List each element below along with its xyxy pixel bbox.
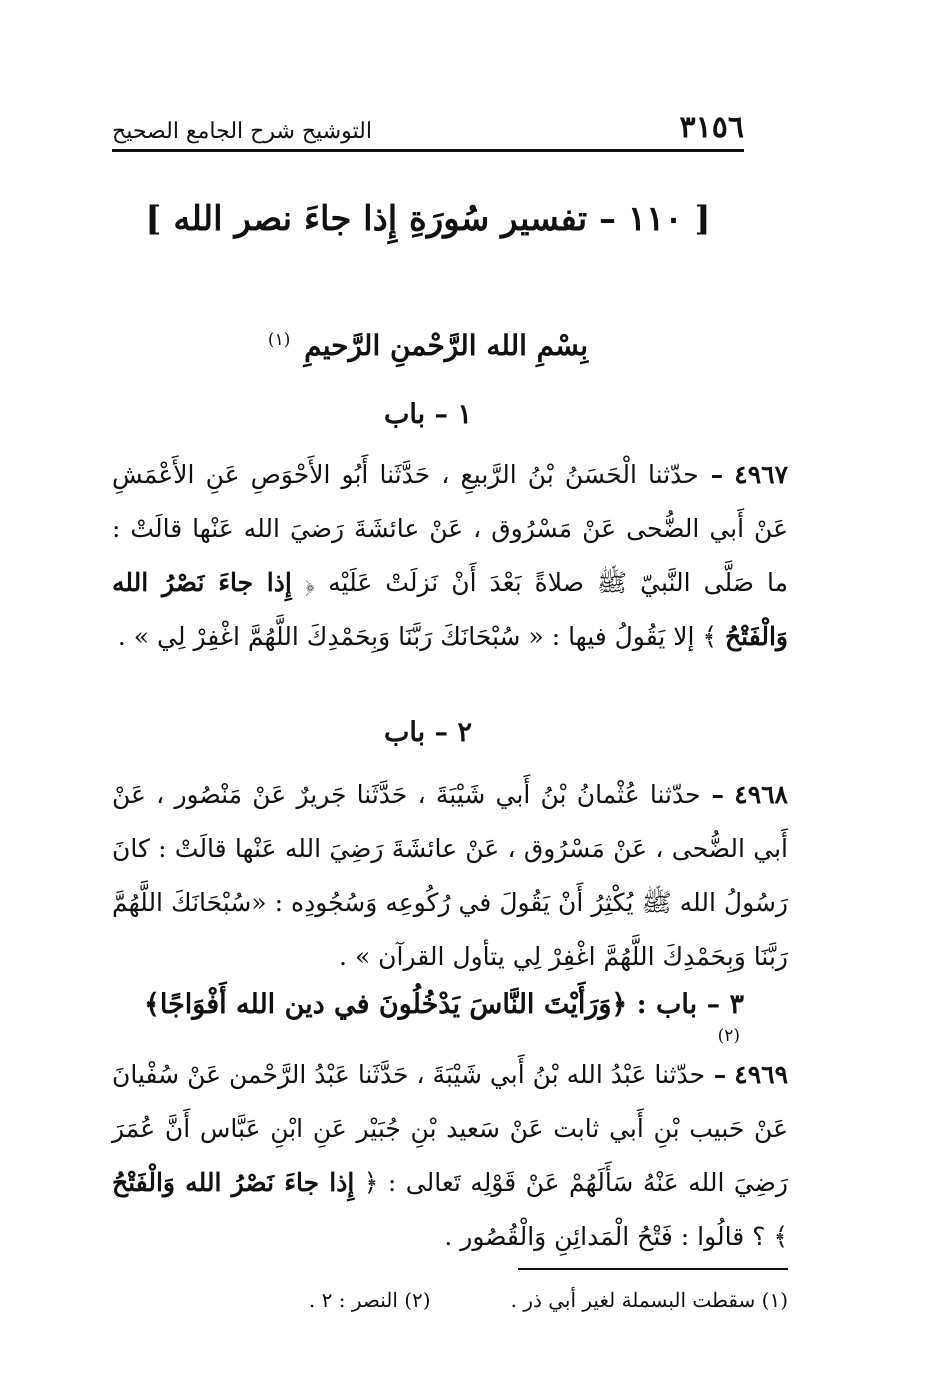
quran-verse: إِذا جاءَ نَصْرُ الله وَالْفَتْحُ: [112, 568, 788, 651]
hadith-dash: –: [700, 780, 725, 809]
footnote: (٢) النصر : ٢ .: [308, 1288, 431, 1312]
section-heading-text: ٣ – باب : ﴿وَرَأَيْتَ النَّاسَ يَدْخُلُونَ في دين الله أَفْوَاجًا﴾: [144, 989, 744, 1020]
running-header: [112, 96, 744, 152]
book-title: التوشيح شرح الجامع الصحيح: [112, 119, 372, 144]
quran-verse: إِذا جاءَ نَصْرُ الله وَالْفَتْحُ: [112, 1168, 355, 1197]
hadith-paragraph: [112, 448, 788, 664]
hadith-paragraph: [112, 1048, 788, 1264]
hadith-text-end: ﴾ إلا يَقُولُ فيها : « سُبْحَانَكَ رَبَّنَا وَبِحَمْدِكَ اللَّهُمَّ اغْفِرْ لِي » .: [117, 622, 718, 651]
chapter-title: [ ١١٠ – تفسير سُورَةِ إِذا جاءَ نصر الله ]: [145, 199, 711, 239]
basmala-text: بِسْمِ الله الرَّحْمنِ الرَّحيمِ: [304, 329, 589, 362]
hadith-text: حدّثنا عَبْدُ الله بْنُ أَبي شَيْبَةَ ، حَدَّثَنا عَبْدُ الرَّحْمن عَنْ سُفْيانَ عَنْ حَبيب بْنِ أَبي ثابت عَنْ سَعيد بْنِ جُبَيْر عَنِ ابْنِ عَبَّاس أَنَّ عُمَرَ رَضِيَ الله عَنْهُ سَأَلَهُمْ عَنْ قَوْلِه تَعالى : ﴿: [112, 1060, 788, 1197]
hadith-dash: –: [698, 460, 724, 489]
hadith-number: ٤٩٦٧: [734, 460, 788, 489]
section-heading: ١ – باب: [384, 399, 472, 430]
hadith-text-end: ﴾ ؟ قالُوا : فَتْحُ الْمَدائِنِ وَالْقُصُور .: [444, 1222, 788, 1251]
page-number: ٣١٥٦: [679, 110, 744, 145]
hadith-number: ٤٩٦٩: [734, 1060, 788, 1089]
hadith-number: ٤٩٦٨: [734, 780, 788, 809]
hadith-text: حدّثنا الْحَسَنُ بْنُ الرَّبيعِ ، حَدَّثَنا أَبُو الأَحْوَصِ عَنِ الأَعْمَشِ عَنْ أَبي الضُّحى عَنْ مَسْرُوق ، عَنْ عائشَةَ رَضيَ الله عَنْها قالَتْ : ما صَلَّى النَّبيّ ﷺ صلاةً بَعْدَ أَنْ نَزلَتْ عَلَيْه ﴿: [112, 460, 788, 597]
hadith-text: حدّثنا عُثْمانُ بْنُ أَبي شَيْبَةَ ، حَدَّثَنا جَريرٌ عَنْ مَنْصُور ، عَنْ أَبي الضُّحى ، عَنْ مَسْرُوق ، عَنْ عائشَةَ رَضِيَ الله عَنْها قالَتْ : كانَ رَسُولُ الله ﷺ يُكْثِرُ أَنْ يَقُولَ في رُكُوعِه وَسُجُودِه : «سُبْحَانَكَ اللَّهُمَّ رَبَّنَا وَبِحَمْدِكَ اللَّهُمَّ اغْفِرْ لِي يتأول القرآن » .: [112, 780, 788, 971]
footnote: (١) سقطت البسملة لغير أبي ذر .: [510, 1288, 788, 1312]
footnote-divider: [518, 1268, 788, 1270]
hadith-paragraph: [112, 768, 788, 984]
hadith-dash: –: [705, 1060, 727, 1089]
section-heading: ٢ – باب: [384, 717, 472, 748]
footnote-mark: (١): [267, 329, 291, 350]
footnote-mark: (٢): [717, 1025, 740, 1046]
basmala: [112, 326, 744, 365]
footnotes: [112, 1284, 788, 1316]
